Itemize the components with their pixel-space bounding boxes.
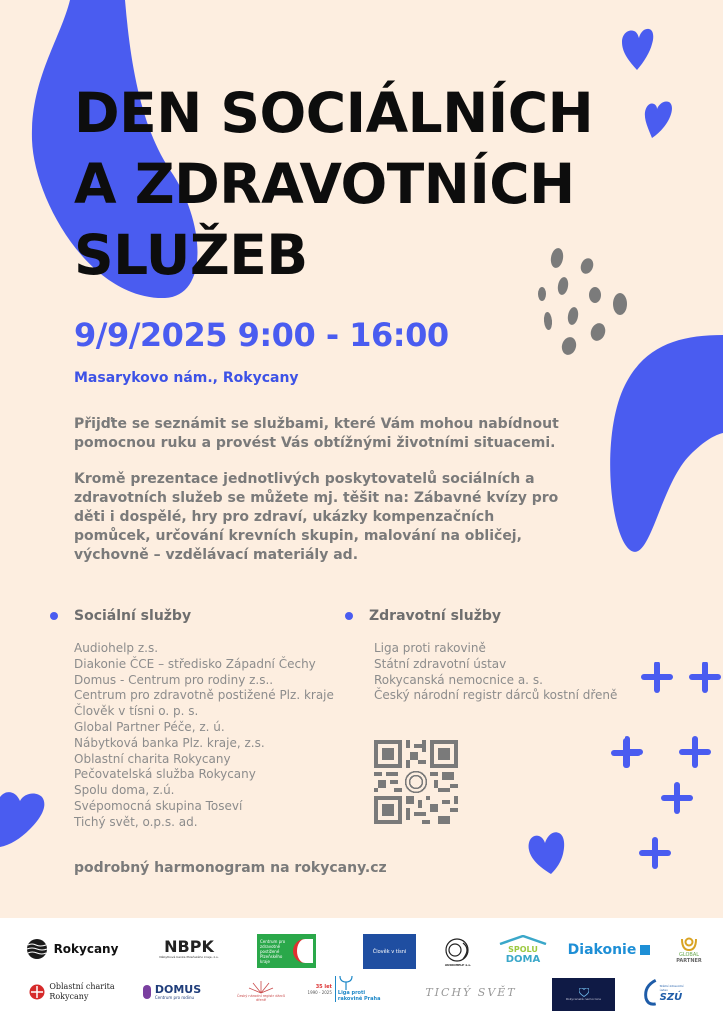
rokycany-emblem-icon: [26, 938, 48, 960]
list-item: Tichý svět, o.p.s. ad.: [74, 814, 198, 829]
list-item: Nábytková banka Plz. kraje, z.s.: [74, 735, 265, 750]
list-item: Pečovatelská služba Rokycany: [74, 767, 256, 782]
social-services-section: [50, 605, 334, 831]
heart-plus-icon: [579, 988, 589, 997]
event-location: Masarykovo nám., Rokycany: [74, 370, 299, 386]
logo-label: PARTNER: [676, 958, 702, 964]
list-item: Global Partner Péče, z. ú.: [74, 719, 225, 734]
logo-label: Rokycany: [49, 992, 89, 1001]
title-line-3: SLUŽEB: [74, 223, 308, 287]
intro-paragraph: Přijďte se seznámit se službami, které Vám mohou nabídnout pomocnou ruku a provést Vás obtížnými životními situacemi.: [74, 416, 559, 451]
bullet-icon: [345, 612, 353, 620]
charita-label-group: [49, 982, 114, 1002]
logo-label: Člověk v tísni: [372, 948, 407, 955]
list-item: Rokycanská nemocnice a. s.: [374, 672, 543, 687]
logo-oblastni-charita: [26, 980, 118, 1004]
global-partner-emblem-icon: [680, 936, 698, 952]
heart-icon: [527, 830, 567, 876]
logo-label: Liga proti: [337, 990, 366, 996]
list-item: Spolu doma, z.ú.: [74, 783, 175, 798]
list-item: Oblastní charita Rokycany: [74, 751, 231, 766]
logo-label: Diakonie: [567, 942, 637, 958]
szu-emblem-icon: [642, 978, 658, 1008]
logo-label: GLOBAL: [678, 952, 700, 958]
logo-label: Český národní registr dárců dřeně: [236, 994, 286, 1002]
title-line-1: DEN SOCIÁLNÍCH: [74, 81, 594, 145]
logo-audiohelp: [438, 934, 478, 970]
list-item: Svépomocná skupina Toseví: [74, 798, 243, 813]
list-item: Centrum pro zdravotně postižené Plz. kraje: [74, 688, 334, 703]
roof-icon: [498, 935, 548, 945]
health-services-heading: [345, 605, 617, 627]
logo-rokycany: [22, 938, 122, 960]
page-title: [74, 78, 593, 291]
logo-diakonie: [563, 942, 655, 958]
logo-label: SZÚ: [659, 991, 683, 1003]
logo-domus: [141, 981, 203, 1003]
social-services-heading: [50, 605, 334, 627]
social-services-list: [74, 641, 334, 831]
logo-label: 35 let: [315, 983, 332, 990]
list-item: Člověk v tísni o. p. s.: [74, 704, 199, 719]
liga-plant-icon: [338, 976, 354, 990]
logo-label: DOMUS: [154, 983, 202, 996]
logo-nbpk: [155, 936, 223, 962]
logo-registr-darcu: [236, 975, 286, 1007]
logo-tichy-svet: [418, 984, 524, 1000]
title-line-2: A ZDRAVOTNÍCH: [74, 152, 575, 216]
program-paragraph: Kromě prezentace jednotlivých poskytovatelů sociálních a zdravotních služeb se můžete mj. těšit na: Zábavné kvízy pro děti i dospělé, hry pro zdraví, ukázky kompenzačních pomůcek, určování krevních skupin, malování na obličej, výchovně – vzdělávací materiály ad.: [74, 471, 559, 563]
logo-label: 1990 - 2025: [307, 989, 332, 995]
partner-logos: [0, 918, 723, 1024]
logo-szu: [642, 976, 692, 1010]
health-services-section: [345, 605, 617, 704]
heart-icon: [642, 94, 674, 140]
logo-label: TICHÝ SVĚT: [425, 985, 517, 999]
czp-emblem-icon: [293, 939, 313, 963]
logo-spolu-doma: [498, 930, 548, 970]
list-item: Diakonie ČCE – středisko Západní Čechy: [74, 656, 316, 671]
logo-global-partner: [671, 932, 707, 968]
section-heading-label: Sociální služby: [74, 608, 192, 624]
list-item: Audiohelp z.s.: [74, 641, 159, 655]
audiohelp-ear-icon: [443, 937, 473, 963]
logo-sublabel: Nábytková banka Plzeňského kraje, z.s.: [159, 955, 219, 959]
blue-blob-right: [600, 335, 723, 555]
health-services-list: [374, 641, 617, 704]
logo-label: Rokycanská nemocnice: [565, 997, 601, 1001]
liga-years-group: [308, 984, 332, 995]
qr-code-icon[interactable]: [374, 740, 458, 824]
list-item: Domus - Centrum pro rodiny z.s..: [74, 672, 274, 687]
logo-label: NBPK: [164, 937, 214, 956]
logo-sublabel: Státní zdravotní ústav: [659, 983, 684, 992]
logo-label: AUDIOHELP z.s.: [444, 963, 472, 967]
logo-label: DOMA: [505, 954, 541, 965]
logo-label: Centrum pro zdravotně postižené Plzeňského kraje: [260, 938, 286, 964]
bullet-icon: [50, 612, 58, 620]
list-item: Český národní registr dárců kostní dřeně: [374, 688, 618, 703]
section-heading-label: Zdravotní služby: [369, 608, 501, 624]
logo-label: rakovině Praha: [337, 996, 381, 1002]
logo-label: Oblastní charita: [49, 982, 115, 991]
logo-czp: [257, 934, 316, 968]
heart-icon: [620, 26, 654, 72]
logo-liga-proti-rakovine: [305, 970, 383, 1008]
charita-cross-icon: [29, 984, 45, 1000]
logo-sublabel: Centrum pro rodinu: [154, 995, 195, 1000]
logo-label: Rokycany: [53, 942, 119, 956]
domus-label-group: [155, 984, 201, 1000]
plus-icon: [611, 738, 641, 768]
szu-label-group: [660, 984, 692, 1003]
logo-rokycanska-nemocnice: [552, 978, 615, 1011]
sunrise-icon: [248, 980, 274, 994]
domus-figures-icon: [143, 985, 151, 999]
list-item: Státní zdravotní ústav: [374, 656, 507, 671]
logo-clovek-v-tisni: [363, 934, 416, 969]
liga-label-group: [335, 976, 381, 1002]
logo-label: SPOLU: [508, 945, 538, 954]
heart-icon: [0, 787, 46, 849]
schedule-link[interactable]: podrobný harmonogram na rokycany.cz: [74, 860, 387, 876]
event-datetime: 9/9/2025 9:00 - 16:00: [74, 316, 449, 354]
diakonie-cross-icon: [640, 945, 650, 955]
list-item: Liga proti rakovině: [374, 641, 486, 655]
